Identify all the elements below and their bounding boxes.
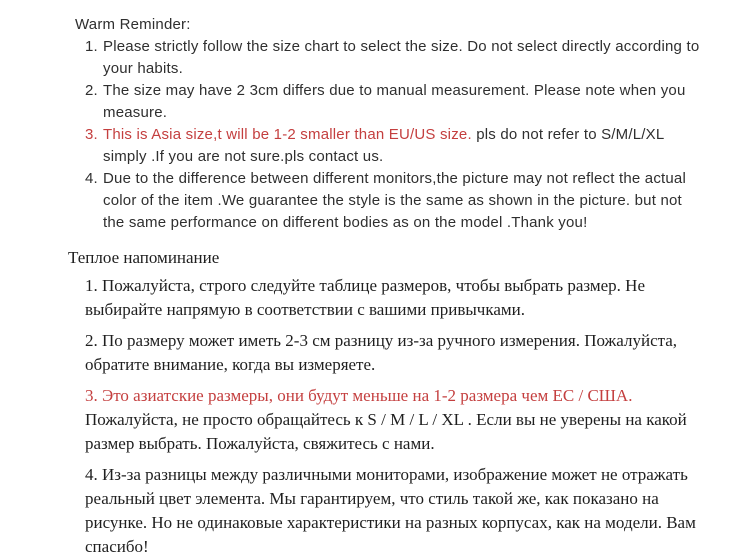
english-item-3-text-black: pls do not refer to S/M/L/XL simply .If you are not sure.pls contact us. xyxy=(103,126,664,165)
english-item-4 xyxy=(85,168,702,234)
english-item-1-number: 1. xyxy=(85,38,98,55)
russian-item-1-number: 1. xyxy=(85,276,98,295)
english-section xyxy=(0,0,750,234)
russian-item-1-text: Пожалуйста, строго следуйте таблице размеров, чтобы выбрать размер. Не выбирайте напрямую в соответствии с вашими привычками. xyxy=(85,276,645,319)
russian-title: Теплое напоминание xyxy=(68,248,220,267)
english-item-2-text: The size may have 2 3cm differs due to manual measurement. Please note when you measure. xyxy=(103,82,686,121)
english-item-2 xyxy=(85,80,702,124)
russian-item-4 xyxy=(85,463,712,556)
english-item-2-number: 2. xyxy=(85,82,98,99)
english-title: Warm Reminder: xyxy=(75,16,191,33)
english-item-3 xyxy=(85,124,702,168)
russian-item-3 xyxy=(85,384,712,456)
russian-item-1 xyxy=(85,274,712,322)
english-item-1 xyxy=(85,36,702,80)
russian-item-2-number: 2. xyxy=(85,331,98,350)
english-item-3-number: 3. xyxy=(85,126,98,143)
english-item-3-text xyxy=(103,124,702,168)
english-item-3-text-red: This is Asia size,t will be 1-2 smaller than EU/US size. xyxy=(103,126,472,143)
russian-item-2 xyxy=(85,329,712,377)
english-item-4-number: 4. xyxy=(85,170,98,187)
english-item-4-text: Due to the difference between different monitors,the picture may not reflect the actual color of the item .We guarantee the style is the same as shown in the picture. but not the same performance on different bodies as on the model .Thank you! xyxy=(103,170,687,231)
russian-item-2-text: По размеру может иметь 2-3 см разницу из-за ручного измерения. Пожалуйста, обратите внимание, когда вы измеряете. xyxy=(85,331,678,374)
english-item-1-text: Please strictly follow the size chart to select the size. Do not select directly according to your habits. xyxy=(103,38,700,77)
russian-item-3-text-black: Пожалуйста, не просто обращайтесь к S / M / L / XL . Если вы не уверены на какой размер выбрать. Пожалуйста, свяжитесь с нами. xyxy=(85,410,687,453)
russian-item-3-text-red: Это азиатские размеры, они будут меньше на 1-2 размера чем ЕС / США. xyxy=(102,386,633,405)
russian-item-4-number: 4. xyxy=(85,465,98,484)
russian-item-4-text: Из-за разницы между различными мониторами, изображение может не отражать реальный цвет элемента. Мы гарантируем, что стиль такой же, как показано на рисунке. Но не одинаковые характеристики на разных корпусах, как на модели. Вам спасибо! xyxy=(85,465,696,556)
russian-item-3-number: 3. xyxy=(85,386,98,405)
russian-section xyxy=(0,234,750,556)
